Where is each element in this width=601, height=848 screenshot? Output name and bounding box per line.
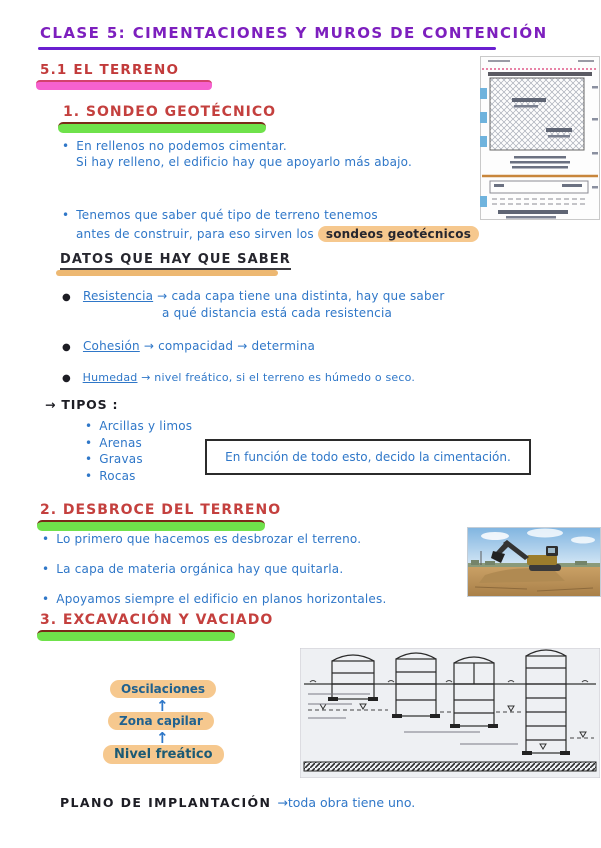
note-line: Si hay relleno, el edificio hay que apoyarlo más abajo.: [76, 155, 413, 169]
section-5-1-heading: 5.1 EL TERRENO: [40, 62, 180, 78]
orange-highlight-sondeos: sondeos geotécnicos: [318, 226, 479, 242]
framed-note-box: [205, 439, 531, 475]
framed-note-text: En función de todo esto, decido la cimentación.: [225, 450, 511, 464]
note-line: • Apoyamos siempre el edificio en planos horizontales.: [42, 592, 386, 606]
green-highlight-bar-2: [37, 520, 265, 531]
note-line: • La capa de materia orgánica hay que quitarla.: [42, 562, 343, 576]
note-line: • Tenemos que saber qué tipo de terreno tenemos: [62, 208, 378, 222]
tipos-item: • Rocas: [85, 469, 136, 483]
footer-line: [60, 792, 415, 811]
note-line: • Lo primero que hacemos es desbrozar el terreno.: [42, 532, 361, 546]
footer-note: →toda obra tiene uno.: [277, 795, 416, 810]
boring-log-figure: [480, 56, 600, 220]
note-line: [62, 371, 415, 384]
keyword-cohesion: Cohesión: [82, 339, 140, 353]
heading-datos: DATOS QUE HAY QUE SABER: [60, 252, 291, 270]
heading-desbroce: 2. DESBROCE DEL TERRENO: [40, 502, 282, 518]
boring-log-image: [480, 56, 600, 220]
pink-highlight-bar: [36, 80, 212, 90]
note-text: → compacidad → determina: [143, 339, 316, 353]
note-line: [62, 289, 445, 303]
page-title: CLASE 5: CIMENTACIONES Y MUROS DE CONTENCIÓN: [40, 24, 548, 42]
pill-oscilaciones: Oscilaciones: [110, 680, 216, 698]
heading-excavacion: 3. EXCAVACIÓN Y VACIADO: [40, 612, 274, 628]
note-text: → cada capa tiene una distinta, hay que saber: [157, 289, 445, 303]
note-line: [62, 339, 315, 353]
footer-label: PLANO DE IMPLANTACIÓN: [60, 795, 272, 810]
tipos-item: • Gravas: [85, 452, 143, 466]
note-text: antes de construir, para eso sirven los: [76, 227, 314, 241]
pill-zona-capilar: Zona capilar: [108, 712, 214, 730]
note-text: → nivel freático, si el terreno es húmedo o seco.: [141, 371, 416, 384]
keyword-humedad: Humedad: [82, 371, 138, 384]
keyword-resistencia: Resistencia: [82, 289, 154, 303]
heading-sondeo: 1. SONDEO GEOTÉCNICO: [63, 104, 277, 120]
excavator-photo: [467, 527, 601, 597]
note-line: [76, 226, 479, 242]
tipos-item: • Arenas: [85, 436, 142, 450]
note-line: a qué distancia está cada resistencia: [162, 306, 393, 320]
green-highlight-bar-1: [58, 122, 266, 133]
tipos-label: → TIPOS :: [45, 397, 119, 412]
note-line: • En rellenos no podemos cimentar.: [62, 139, 287, 153]
excavator-image: [467, 527, 601, 597]
buildings-diagram-image: [300, 648, 600, 778]
green-highlight-bar-3: [37, 630, 235, 641]
orange-highlight-bar: [56, 270, 278, 276]
pill-nivel-freatico: Nivel freático: [103, 745, 224, 764]
buildings-diagram: [300, 648, 600, 778]
title-underline: [38, 47, 496, 50]
tipos-item: • Arcillas y limos: [85, 419, 192, 433]
